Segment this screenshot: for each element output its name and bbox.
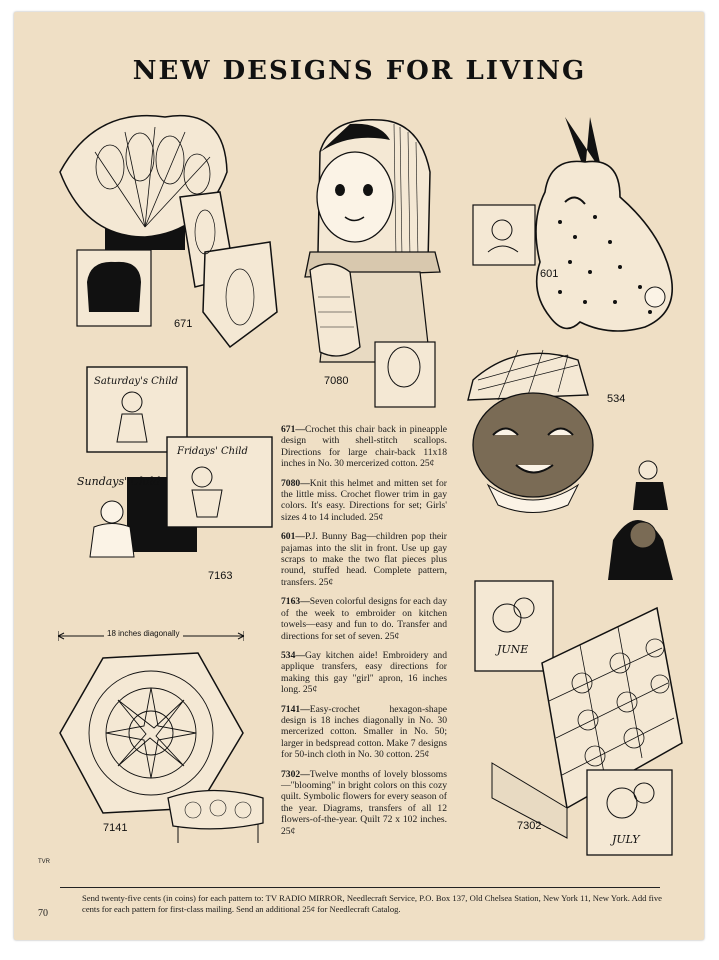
kitchen-apron-illustration <box>458 340 688 590</box>
page-number: 70 <box>38 908 48 919</box>
doily-measurement <box>58 630 244 642</box>
item-number-671: 671 <box>174 318 193 330</box>
page-title: NEW DESIGNS FOR LIVING <box>132 56 587 86</box>
description-671: 671—Crochet this chair back in pineapple design with shell-stitch scallops. Directions for large chair-back 11x18 inches in No. 30 mercerized cotton. 25¢ <box>281 424 447 470</box>
quilt-label-june: JUNE <box>497 643 529 656</box>
item-number-7080: 7080 <box>324 375 349 387</box>
doily-measure-label: 18 inches diagonally <box>104 629 183 638</box>
towel-label-sunday: Sundays' Child <box>77 475 161 488</box>
chair-back-illustration <box>55 112 280 352</box>
item-number-534: 534 <box>607 393 626 405</box>
quilt-label-july: JULY <box>612 833 640 846</box>
flower-quilt-illustration <box>472 578 687 858</box>
helmet-girl-illustration <box>290 112 455 412</box>
item-number-7163: 7163 <box>208 570 233 582</box>
ordering-instructions: Send twenty-five cents (in coins) for each pattern to: TV RADIO MIRROR, Needlecraft Service, P.O. Box 137, Old Chelsea Station, New York 11, New York. Add five cents for each pattern for first-class mailing. Send an additional 25¢ for Needlecraft Catalog. <box>82 893 662 914</box>
description-7302: 7302—Twelve months of lovely blossoms—"blooming" in bright colors on this cozy quilt. Symbolic flowers for every season of the year. Diagrams, transfers of all 12 flowers-of-the-year. Quilt 72 x 102 inches. 25¢ <box>281 768 447 837</box>
side-mark: TVR <box>38 859 50 865</box>
towel-label-friday: Fridays' Child <box>177 446 248 457</box>
description-7141: 7141—Easy-crochet hexagon-shape design is 18 inches diagonally in No. 30 mercerized cotton. Smaller in No. 50; larger in bedspread cotton. Make 7 designs for 50-inch cloth in No. 30 cotton. 25¢ <box>281 703 447 761</box>
item-number-7302: 7302 <box>517 820 542 832</box>
item-number-601: 601 <box>540 268 559 280</box>
bunny-bag-illustration <box>470 112 685 342</box>
description-601: 601—P.J. Bunny Bag—children pop their pajamas into the slit in front. Use up gay scraps to make the two flat pieces plus round, stuffed head. Complete pattern, transfers. 25¢ <box>281 531 447 588</box>
hexagon-doily-illustration <box>58 648 273 848</box>
description-534: 534—Gay kitchen aide! Embroidery and applique transfers, easy directions for making this gay "girl" apron, 16 inches long. 25¢ <box>281 649 447 696</box>
towels-illustration <box>72 362 277 577</box>
description-7080: 7080—Knit this helmet and mitten set for the little miss. Crochet flower trim in gay colors. It's easy. Directions for set; Girls' sizes 4 to 14 included. 25¢ <box>281 477 447 523</box>
descriptions-column <box>281 424 447 845</box>
item-number-7141: 7141 <box>103 822 128 834</box>
footer-rule <box>60 887 660 888</box>
description-7163: 7163—Seven colorful designs for each day of the week to embroider on kitchen towels—easy and fun to do. Transfer and directions for set of seven. 25¢ <box>281 596 447 642</box>
towel-label-saturday: Saturday's Child <box>94 376 179 387</box>
